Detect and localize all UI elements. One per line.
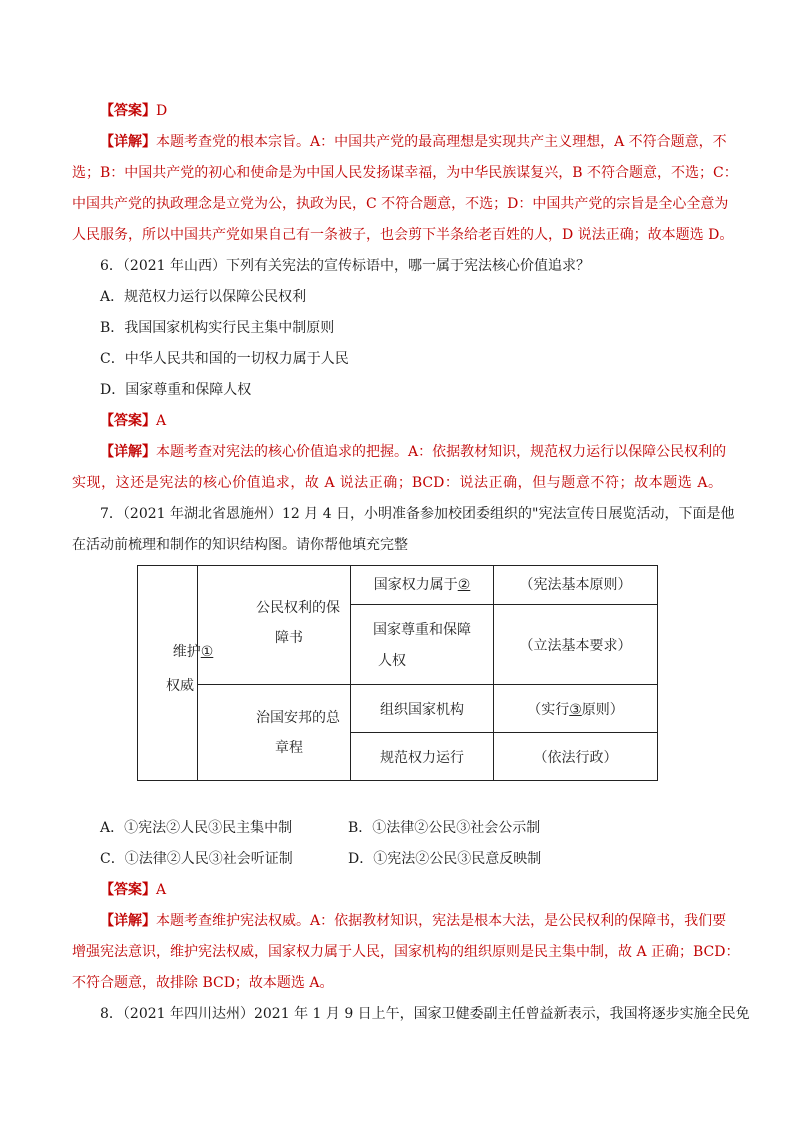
table-branch-1-line-2: 障书 [275,630,303,646]
q7-option-b: B．①法律②公民③社会公示制 [348,820,541,836]
table-branch-2-line-1: 治国安邦的总 [256,710,340,726]
q5-answer [100,102,750,120]
q7-detail-line-3: 不符合题意，故排除 BCD；故本题选 A。 [72,975,334,991]
table-r2-right: （立法基本要求） [519,638,632,654]
detail-tag: 【详解】 [100,913,156,929]
q5-detail-line-3: 中国共产党的执政理念是立党为公，执政为民，C 不符合题意，不选；D：中国共产党的宗旨是全心全意为 [72,196,729,212]
table-root-line-2: 权威 [166,678,194,694]
table-r3-right: （实行③原则） [527,702,624,718]
detail-text: 本题考查维护宪法权威。A：依据教材知识，宪法是根本大法，是公民权利的保障书，我们要 [156,913,727,929]
table-r2-left-line-1: 国家尊重和保障 [373,622,471,638]
table-branch-1-line-1: 公民权利的保 [256,600,340,616]
detail-text: 本题考查党的根本宗旨。A：中国共产党的最高理想是实现共产主义理想，A 不符合题意，不 [156,134,727,150]
table-r1-left: 国家权力属于② [373,577,471,593]
table-r1-right: （宪法基本原则） [519,577,632,593]
q6-stem: 6．（2021 年山西）下列有关宪法的宣传标语中，哪一属于宪法核心价值追求？ [100,258,590,274]
detail-tag: 【详解】 [100,444,156,460]
q7-option-a: A．①宪法②人民③民主集中制 [100,820,293,836]
q5-detail-line-4: 人民服务，所以中国共产党如果自己有一条被子，也会剪下半条给老百姓的人，D 说法正确；故本题选 D。 [72,227,734,243]
table-branch-2-line-2: 章程 [275,740,303,756]
answer-tag: 【答案】 [100,413,156,429]
q6-detail-line-2: 实现，这还是宪法的核心价值追求，故 A 说法正确；BCD：说法正确，但与题意不符；故本题选 A。 [72,475,722,491]
table-r2-left-line-2: 人权 [378,653,406,669]
table-r3-left: 组织国家机构 [380,702,464,718]
table-r4-left: 规范权力运行 [380,750,464,766]
q5-detail-line-1 [100,133,727,151]
q8-stem: 8．（2021 年四川达州）2021 年 1 月 9 日上午，国家卫健委副主任曾益新表示，我国将逐步实施全民免 [100,1006,750,1022]
q7-stem-line-1: 7．（2021 年湖北省恩施州）12 月 4 日，小明准备参加校团委组织的"宪法宣传日展览活动，下面是他 [100,506,735,522]
q5-detail-line-2: 选；B：中国共产党的初心和使命是为中国人民发扬谋幸福，为中华民族谋复兴，B 不符合题意，不选；C： [72,165,738,181]
answer-value: A [156,413,167,429]
knowledge-structure-table [137,565,658,781]
q7-option-d: D．①宪法②公民③民意反映制 [348,851,542,867]
q6-option-d: D．国家尊重和保障人权 [100,382,252,398]
q6-option-b: B．我国国家机构实行民主集中制原则 [100,320,335,336]
q6-option-a: A．规范权力运行以保障公民权利 [100,289,307,305]
q7-stem-line-2: 在活动前梳理和制作的知识结构图。请你帮他填充完整 [72,537,408,553]
answer-tag: 【答案】 [100,103,156,119]
table-r4-right: （依法行政） [533,750,618,766]
detail-tag: 【详解】 [100,134,156,150]
q7-detail-line-2: 增强宪法意识，维护宪法权威，国家权力属于人民，国家机构的组织原则是民主集中制，故 A 正确；BCD： [72,944,740,960]
answer-value: A [156,882,167,898]
q6-detail-line-1 [100,443,727,461]
q7-answer [100,881,750,899]
q7-option-c: C．①法律②人民③社会听证制 [100,851,293,867]
detail-text: 本题考查对宪法的核心价值追求的把握。A：依据教材知识，规范权力运行以保障公民权利的 [156,444,727,460]
answer-value: D [156,103,168,119]
q7-detail-line-1 [100,912,727,930]
q6-option-c: C．中华人民共和国的一切权力属于人民 [100,351,349,367]
table-root-line-1: 维护① [172,644,214,660]
q6-answer [100,412,750,430]
answer-tag: 【答案】 [100,882,156,898]
